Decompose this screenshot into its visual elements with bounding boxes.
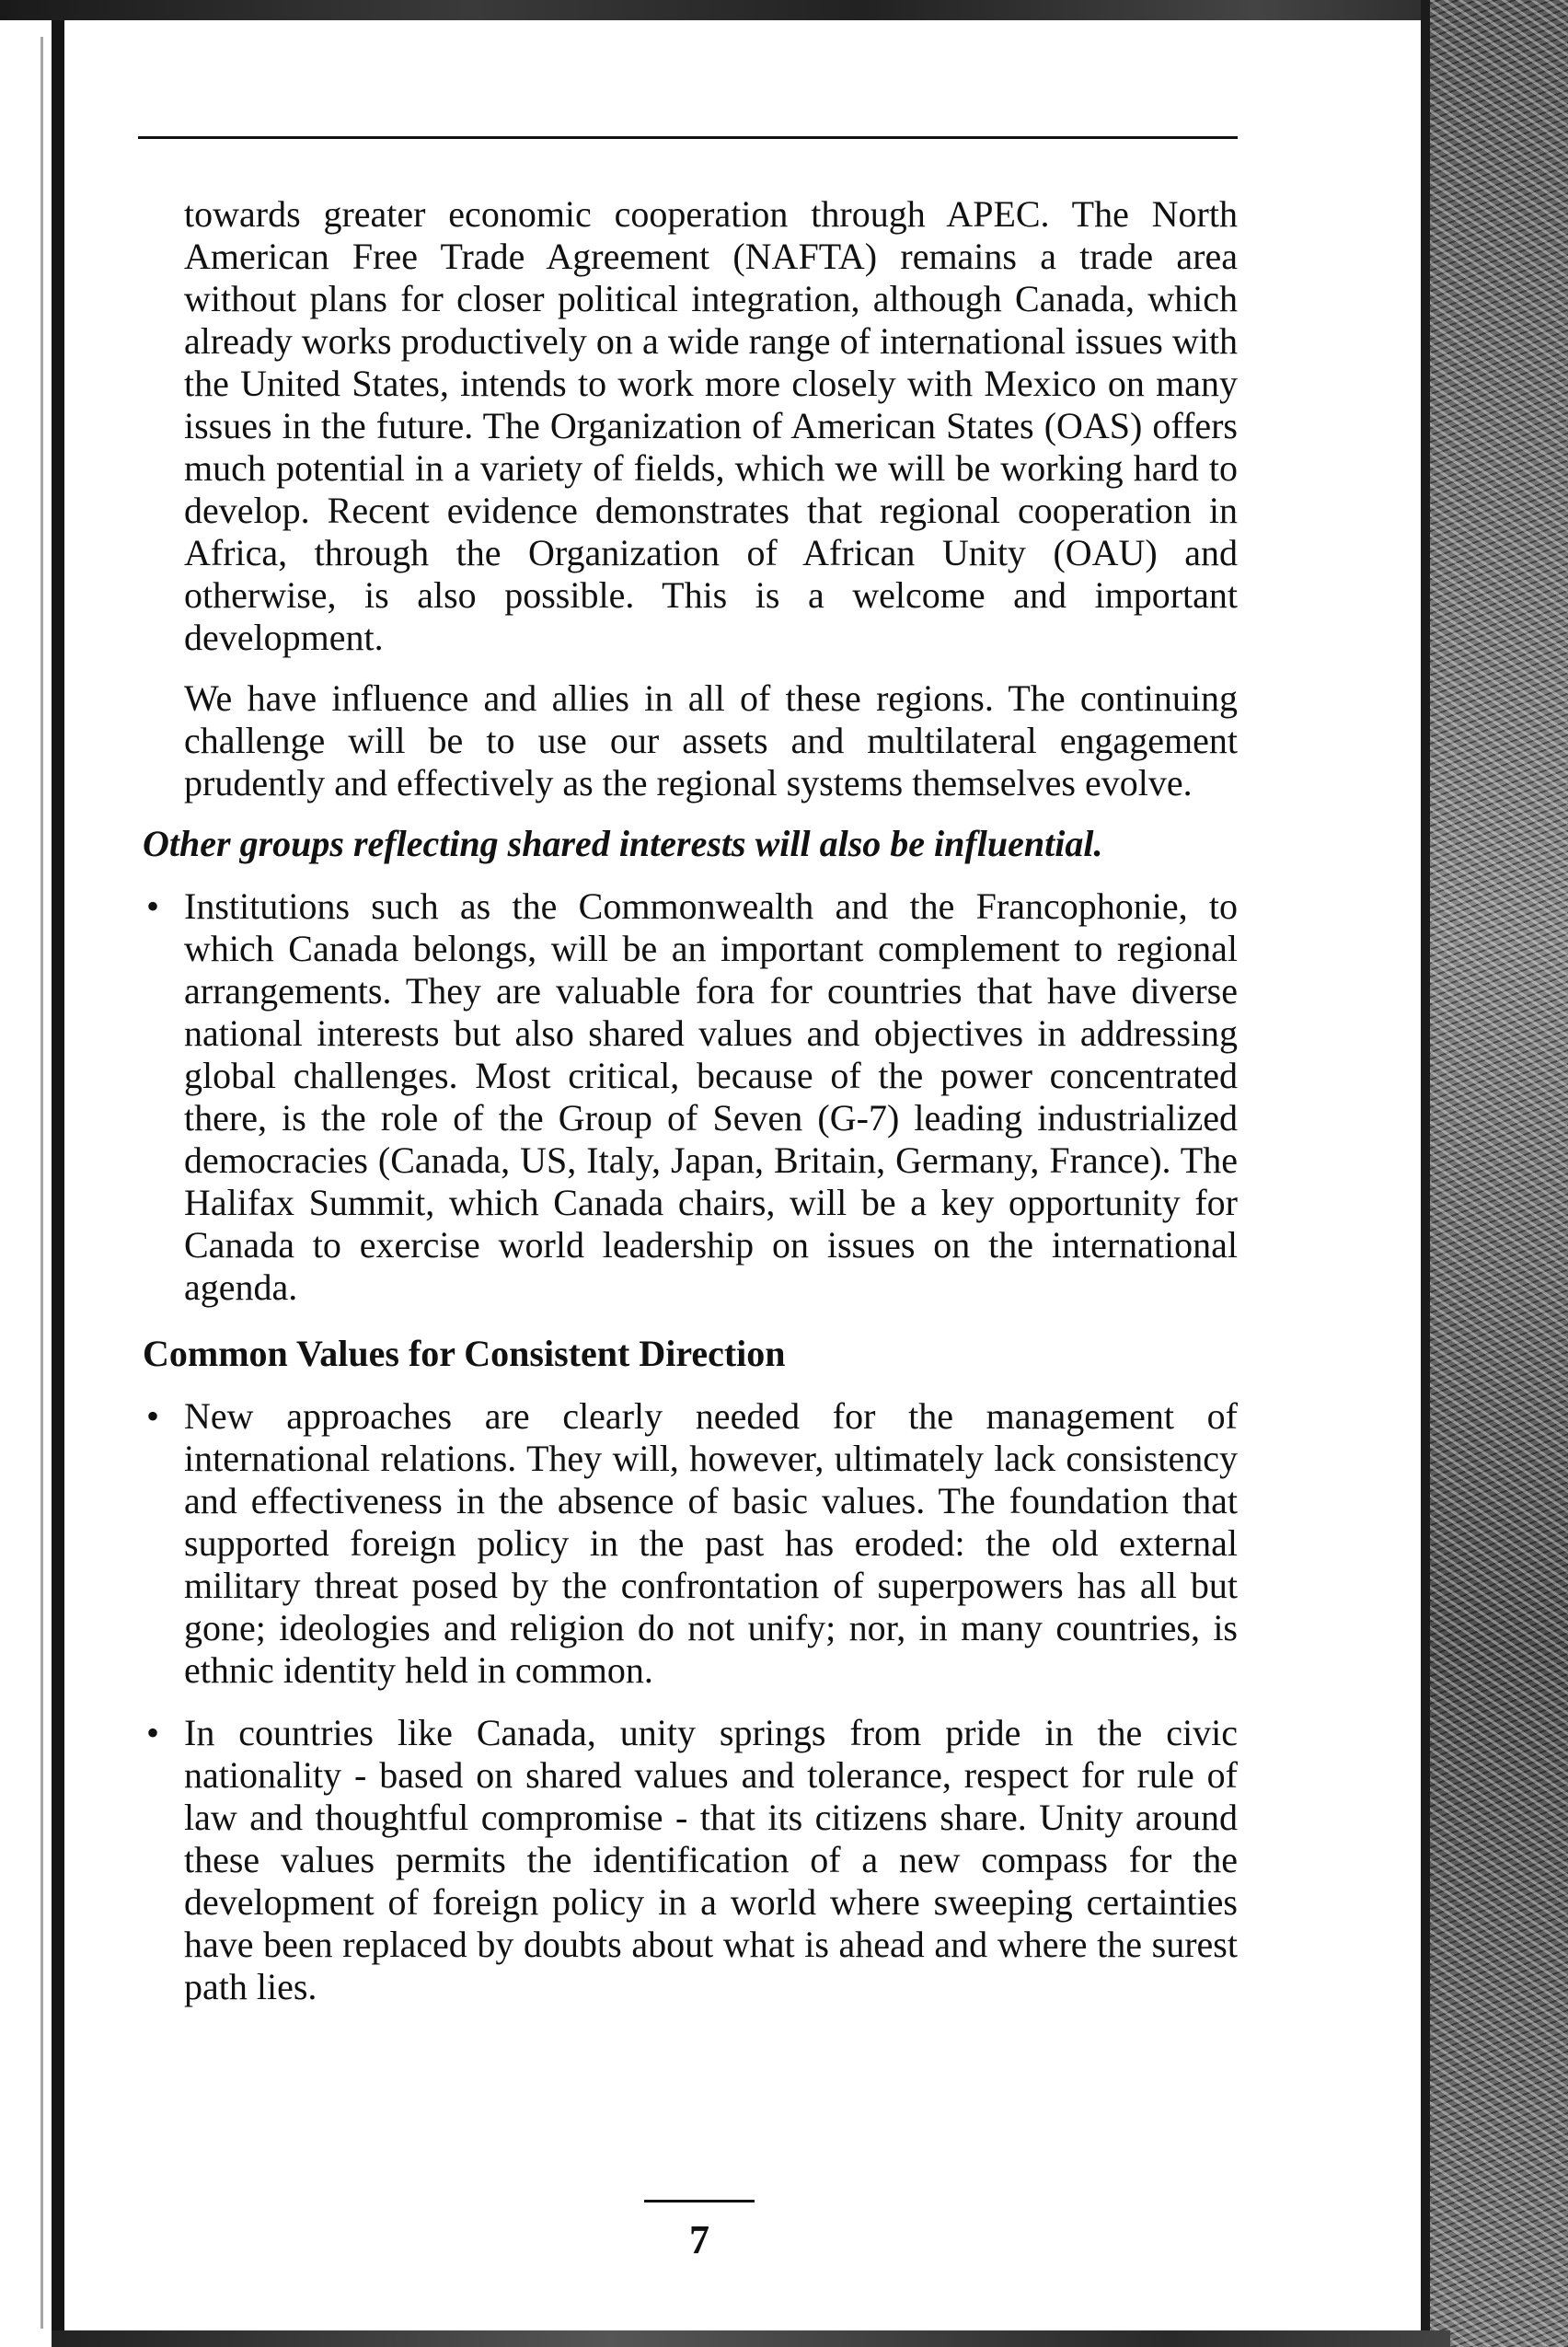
header-rule	[138, 136, 1238, 139]
section-heading: Common Values for Consistent Direction	[143, 1333, 786, 1374]
page-number: 7	[689, 2217, 709, 2262]
bullet-item	[143, 885, 1238, 1309]
paragraph: towards greater economic cooperation through APEC. The North American Free Trade Agreement (NAFTA) remains a trade area without plans for closer political integration, although Canada, which already works productively on a wide range of international issues with the United States, intends to work more closely with Mexico on many issues in the future. The Organization of American States (OAS) offers much potential in a variety of fields, which we will be working hard to develop. Recent evidence demonstrates that regional cooperation in Africa, through the Organization of African Unity (OAU) and otherwise, is also possible. This is a welcome and important development.	[184, 193, 1238, 658]
scan-bottom-edge	[52, 2330, 1450, 2347]
scan-left-edge	[52, 20, 64, 2330]
page-body	[143, 193, 1238, 2029]
bullet-icon: •	[146, 885, 160, 927]
paragraph: We have influence and allies in all of these regions. The continuing challenge will be to use our assets and multilateral engagement prudently and effectively as the regional systems themselves evolve.	[184, 677, 1238, 804]
bullet-icon: •	[146, 1712, 160, 1753]
bullet-icon: •	[146, 1395, 160, 1437]
bullet-item	[143, 1712, 1238, 2008]
bullet-text: In countries like Canada, unity springs from pride in the civic nationality - based on shared values and tolerance, respect for rule of law and thoughtful compromise - that its citizens share. Unity around these values permits the identification of a new compass for the development of foreign policy in a world where sweeping certainties have been replaced by doubts about what is ahead and where the surest path lies.	[184, 1712, 1238, 2007]
scan-left-shadow	[40, 37, 43, 2329]
footer-rule	[644, 2200, 755, 2202]
section-subheading: Other groups reflecting shared interests will also be influential.	[143, 823, 1103, 864]
scan-right-noise	[1430, 0, 1568, 2347]
bullet-item	[143, 1395, 1238, 1692]
scan-top-edge	[0, 0, 1568, 20]
bullet-text: Institutions such as the Commonwealth and the Francophonie, to which Canada belongs, will be an important complement to regional arrangements. They are valuable fora for countries that have diverse national interests but also shared values and objectives in addressing global challenges. Most critical, because of the power concentrated there, is the role of the Group of Seven (G-7) leading industrialized democracies (Canada, US, Italy, Japan, Britain, Germany, France). The Halifax Summit, which Canada chairs, will be a key opportunity for Canada to exercise world leadership on issues on the international agenda.	[184, 885, 1238, 1308]
scan-right-edge	[1421, 0, 1430, 2347]
bullet-text: New approaches are clearly needed for the management of international relations. They will, however, ultimately lack consistency and effectiveness in the absence of basic values. The foundation that supported foreign policy in the past has eroded: the old external military threat posed by the confrontation of superpowers has all but gone; ideologies and religion do not unify; nor, in many countries, is ethnic identity held in common.	[184, 1395, 1238, 1691]
